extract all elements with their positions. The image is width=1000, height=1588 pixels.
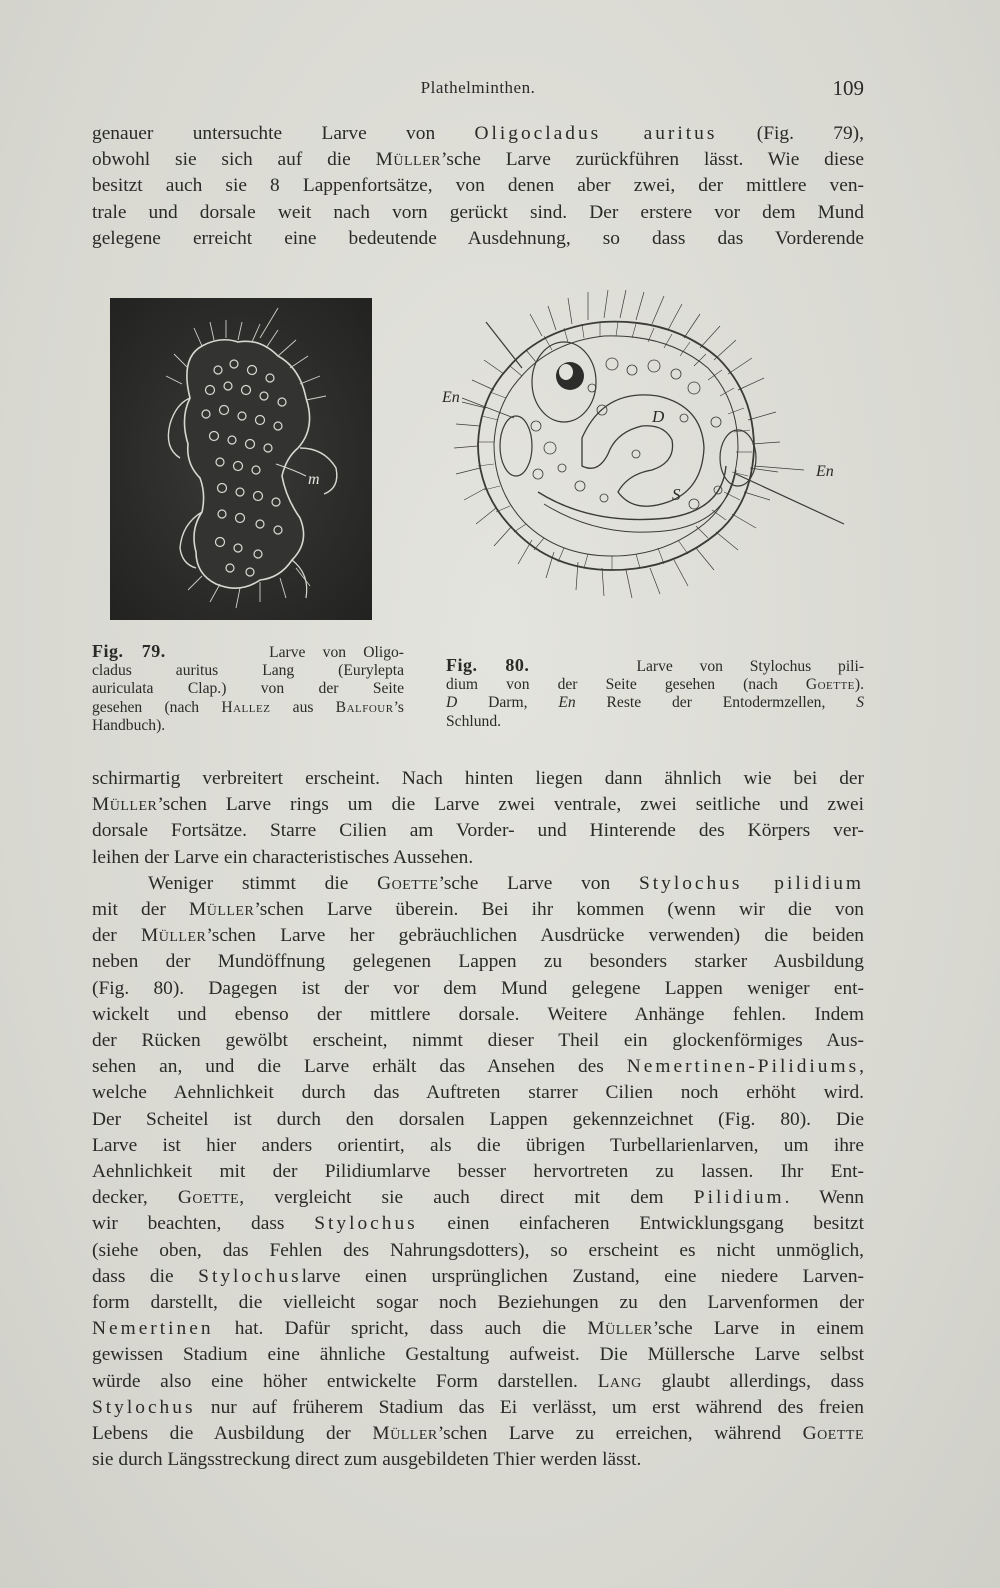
text-line: Nemertinen hat. Dafür spricht, dass auch die Müller’sche Larve in einem: [92, 1318, 865, 1340]
text-line: Weniger stimmt die Goette’sche Larve von Stylochus pilidium: [148, 872, 864, 894]
text-line: trale und dorsale weit nach vorn gerückt sind. Der erstere vor dem Mund: [92, 201, 864, 223]
text-line: gelegene erreicht eine bedeutende Ausdehnung, so dass das Vorderende: [92, 227, 864, 249]
text-line: leihen der Larve ein characteristisches Aussehen.: [92, 846, 474, 868]
figure-80-label-en-left: En: [442, 389, 460, 406]
figure-80-illustration: [432, 278, 860, 644]
text-line: der Müller’schen Larve her gebräuchlichen Ausdrücke verwenden) die beiden: [92, 925, 865, 947]
text-line: (siehe oben, das Fehlen des Nahrungsdotters), so erscheint es nicht unmöglich,: [92, 1239, 864, 1261]
text-line: der Rücken gewölbt erscheint, nimmt dieser Theil ein glockenförmiges Aus-: [92, 1030, 864, 1052]
page-number: 109: [832, 76, 864, 100]
text-line: sie durch Längsstreckung direct zum ausgebildeten Thier werden lässt.: [92, 1449, 642, 1471]
figure-80-label-d: D: [652, 407, 665, 426]
figure-79-marker-m: m: [308, 471, 320, 488]
text-line: neben der Mundöffnung gelegenen Lappen zu besonders starker Ausbildung: [92, 951, 864, 973]
text-line: decker, Goette, vergleicht sie auch direct mit dem Pilidium. Wenn: [92, 1187, 864, 1209]
figure-80-label-en-right: En: [816, 463, 834, 480]
text-line: besitzt auch sie 8 Lappenfortsätze, von denen aber zwei, der mittlere ven-: [92, 175, 864, 197]
text-line: obwohl sie sich auf die Müller’sche Larve zurückführen lässt. Wie diese: [92, 149, 865, 171]
text-line: wir beachten, dass Stylochus einen einfacheren Entwicklungsgang besitzt: [92, 1213, 864, 1235]
text-line: genauer untersuchte Larve von Oligocladus auritus (Fig. 79),: [92, 123, 864, 144]
text-line: Stylochus nur auf früherem Stadium das Ei verlässt, um erst während des freien: [92, 1396, 864, 1418]
text-line: Der Scheitel ist durch den dorsalen Lappen gekennzeichnet (Fig. 80). Die: [92, 1108, 864, 1130]
text-line: welche Aehnlichkeit durch das Auftreten starrer Cilien noch erhöht wird.: [92, 1082, 864, 1104]
text-line: dass die Stylochuslarve einen ursprünglichen Zustand, eine niedere Larven-: [92, 1265, 864, 1287]
text-line: sehen an, und die Larve erhält das Ansehen des Nemertinen-Pilidiums,: [92, 1056, 864, 1078]
text-line: dorsale Fortsätze. Starre Cilien am Vorder- und Hinterende des Körpers ver-: [92, 820, 864, 842]
text-line: schirmartig verbreitert erscheint. Nach hinten liegen dann ähnlich wie bei der: [92, 768, 864, 789]
text-line: Larve ist hier anders orientirt, als die übrigen Turbellarienlarven, um ihre: [92, 1134, 864, 1156]
figure-79-illustration: [110, 298, 372, 620]
text-line: form darstellt, die vielleicht sogar noch Beziehungen zu den Larvenformen der: [92, 1292, 864, 1314]
figure-80-label-s: S: [672, 485, 681, 504]
figure-80-caption: Fig. 80. Larve von Stylochus pili- dium von der Seite gesehen (nach Goette). D Darm, En Reste der Entodermzellen, S Schlund.: [446, 655, 865, 730]
text-line: Aehnlichkeit mit der Pilidiumlarve besser hervortreten zu lassen. Ihr Ent-: [92, 1161, 864, 1183]
text-line: Müller’schen Larve rings um die Larve zwei ventrale, zwei seitliche und zwei: [92, 794, 864, 816]
running-title: Plathelminthen.: [420, 78, 536, 97]
top-paragraph: [92, 121, 864, 252]
bottom-paragraphs: [92, 766, 864, 1473]
figure-79-caption: Fig. 79. Larve von Oligo- cladus auritus Lang (Eurylepta auriculata Clap.) von der Seite gesehen (nach Hallez aus Balfour’s Handbuch).: [92, 641, 404, 734]
running-head: [92, 78, 864, 106]
text-line: würde also eine höher entwickelte Form darstellen. Lang glaubt allerdings, dass: [92, 1370, 865, 1392]
text-line: gewissen Stadium eine ähnliche Gestaltung aufweist. Die Müllersche Larve selbst: [92, 1344, 864, 1366]
text-line: (Fig. 80). Dagegen ist der vor dem Mund gelegene Lappen weniger ent-: [92, 977, 864, 999]
text-line: mit der Müller’schen Larve überein. Bei ihr kommen (wenn wir die von: [92, 899, 865, 921]
text-line: wickelt und ebenso der mittlere dorsale. Weitere Anhänge fehlen. Indem: [92, 1003, 864, 1025]
text-line: Lebens die Ausbildung der Müller’schen Larve zu erreichen, während Goette: [92, 1423, 864, 1445]
